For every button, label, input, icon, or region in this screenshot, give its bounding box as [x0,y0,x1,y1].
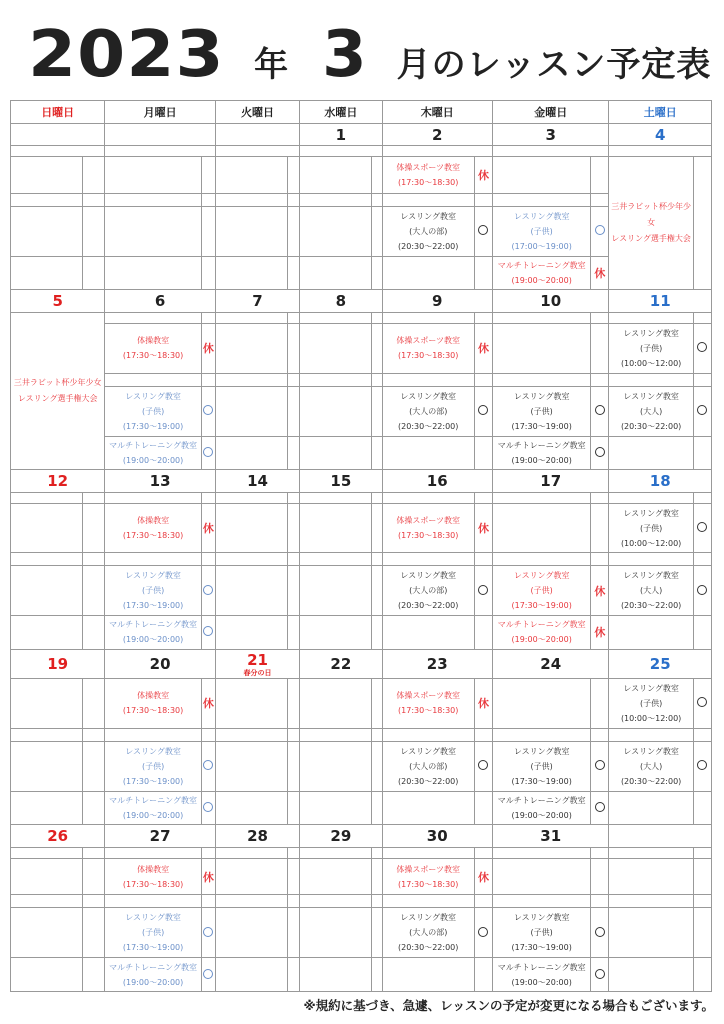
lesson-gym-sports: 体操スポーツ教室 (17:30〜18:30) [382,858,474,895]
lesson-wrestling-sat-adult: レスリング教室 (大人) (20:30〜22:00) [609,566,693,616]
open-mark [693,741,711,791]
weekday-header-row [11,101,712,124]
lesson-wrestling-kids: レスリング教室 (子供) (17:30〜19:00) [492,386,590,436]
date-cell [11,123,105,146]
date-cell [105,123,215,146]
lesson-multi-training: マルチトレーニング教室 (19:00〜20:00) [492,436,590,470]
date-cell: 2 [382,123,492,146]
event-cell: 三井ラビット杯少年少女 レスリング選手権大会 [11,313,105,470]
lesson-wrestling-adult: レスリング教室 (大人の部) (20:30〜22:00) [382,207,474,257]
week-4-dates [11,649,712,678]
lesson-wrestling-sat-adult: レスリング教室 (大人) (20:30〜22:00) [609,741,693,791]
weekday-thu: 木曜日 [382,101,492,124]
lesson-wrestling-adult: レスリング教室 (大人の部) (20:30〜22:00) [382,741,474,791]
lesson-gym-sports: 体操スポーツ教室 (17:30〜18:30) [382,157,474,194]
lesson-multi-training: マルチトレーニング教室 (19:00〜20:00) [105,436,201,470]
slot-row [11,503,712,553]
date-cell: 29 [300,825,382,848]
date-cell: 18 [609,470,712,493]
rest-mark: 休 [201,858,215,895]
spacer-row [11,194,712,207]
date-cell: 10 [492,290,608,313]
open-mark [201,566,215,616]
date-cell: 31 [492,825,608,848]
open-mark [474,741,492,791]
lesson-wrestling-sat-adult: レスリング教室 (大人) (20:30〜22:00) [609,386,693,436]
rest-mark: 休 [474,503,492,553]
open-mark [201,908,215,958]
lesson-gym: 体操教室 (17:30〜18:30) [105,323,201,373]
title-year-kanji: 年 [254,45,289,85]
open-mark [201,386,215,436]
date-cell: 15 [300,470,382,493]
rest-mark: 休 [591,256,609,290]
lesson-multi-training: マルチトレーニング教室 (19:00〜20:00) [492,791,590,825]
open-mark [591,436,609,470]
date-cell: 22 [300,649,382,678]
date-cell: 24 [492,649,608,678]
open-mark [201,436,215,470]
slot-row [11,616,712,650]
spacer-row [11,728,712,741]
open-mark [693,323,711,373]
spacer-row [11,373,712,386]
lesson-wrestling-kids: レスリング教室 (子供) (17:30〜19:00) [105,386,201,436]
date-cell: 8 [300,290,382,313]
slot-row [11,436,712,470]
open-mark [693,386,711,436]
slot-row [11,323,712,373]
spacer-row [11,146,712,157]
date-cell: 9 [382,290,492,313]
date-cell: 11 [609,290,712,313]
weekday-fri: 金曜日 [492,101,608,124]
open-mark [201,741,215,791]
open-mark [591,791,609,825]
lesson-multi-training: マルチトレーニング教室 (19:00〜20:00) [105,958,201,992]
date-cell: 7 [215,290,299,313]
date-cell [215,123,299,146]
open-mark [591,741,609,791]
rest-mark: 休 [474,323,492,373]
date-cell: 26 [11,825,105,848]
page-title [28,18,711,96]
week-5-dates [11,825,712,848]
date-cell: 3 [492,123,608,146]
slot-row [11,958,712,992]
date-cell: 25 [609,649,712,678]
rest-mark: 休 [474,858,492,895]
week-3-dates [11,470,712,493]
slot-row [11,908,712,958]
weekday-mon: 月曜日 [105,101,215,124]
open-mark [201,958,215,992]
lesson-gym-sports: 体操スポーツ教室 (17:30〜18:30) [382,323,474,373]
spacer-row [11,553,712,566]
rest-mark: 休 [591,566,609,616]
lesson-multi-training: マルチトレーニング教室 (19:00〜20:00) [492,616,590,650]
event-cell: 三井ラビット杯少年少女 レスリング選手権大会 [609,157,693,290]
week-1-dates [11,123,712,146]
lesson-gym: 体操教室 (17:30〜18:30) [105,678,201,728]
lesson-multi-training: マルチトレーニング教室 (19:00〜20:00) [492,256,590,290]
date-cell: 4 [609,123,712,146]
date-cell: 1 [300,123,382,146]
rest-mark: 休 [201,503,215,553]
lesson-wrestling-sat-kids: レスリング教室 (子供) (10:00〜12:00) [609,678,693,728]
open-mark [201,791,215,825]
lesson-wrestling-kids: レスリング教室 (子供) (17:30〜19:00) [492,566,590,616]
slot-row [11,858,712,895]
title-year: 2023 [28,18,225,92]
open-mark [474,207,492,257]
holiday-label: 春分の日 [243,668,272,677]
spacer-row [11,847,712,858]
open-mark [474,908,492,958]
lesson-multi-training: マルチトレーニング教室 (19:00〜20:00) [105,616,201,650]
spacer-row [11,313,712,324]
footer-note: ※規約に基づき、急遽、レッスンの予定が変更になる場合もございます。 [303,998,714,1013]
open-mark [474,386,492,436]
lesson-gym-sports: 体操スポーツ教室 (17:30〜18:30) [382,678,474,728]
slot-row [11,256,712,290]
spacer-row [11,895,712,908]
rest-mark: 休 [201,323,215,373]
open-mark [591,207,609,257]
date-cell: 23 [382,649,492,678]
open-mark [693,678,711,728]
date-cell-holiday: 21 春分の日 [215,649,299,678]
open-mark [591,386,609,436]
slot-row [11,386,712,436]
date-cell: 30 [382,825,492,848]
open-mark [693,503,711,553]
lesson-wrestling-kids: レスリング教室 (子供) (17:30〜19:00) [105,741,201,791]
rest-mark: 休 [591,616,609,650]
weekday-sat: 土曜日 [609,101,712,124]
lesson-wrestling-adult: レスリング教室 (大人の部) (20:30〜22:00) [382,386,474,436]
lesson-gym-sports: 体操スポーツ教室 (17:30〜18:30) [382,503,474,553]
lesson-wrestling-sat-kids: レスリング教室 (子供) (10:00〜12:00) [609,503,693,553]
lesson-wrestling-kids: レスリング教室 (子供) (17:30〜19:00) [492,741,590,791]
open-mark [201,616,215,650]
slot-row [11,566,712,616]
rest-mark: 休 [474,678,492,728]
slot-row [11,741,712,791]
lesson-wrestling-adult: レスリング教室 (大人の部) (20:30〜22:00) [382,566,474,616]
date-cell: 19 [11,649,105,678]
date-cell: 13 [105,470,215,493]
date-cell: 20 [105,649,215,678]
rest-mark: 休 [201,678,215,728]
lesson-gym: 体操教室 (17:30〜18:30) [105,503,201,553]
title-text: 月のレッスン予定表 [396,45,712,85]
date-cell: 14 [215,470,299,493]
slot-row [11,157,712,194]
lesson-wrestling-kids: レスリング教室 (子供) (17:30〜19:00) [105,908,201,958]
date-cell: 17 [492,470,608,493]
rest-mark: 休 [474,157,492,194]
open-mark [474,566,492,616]
lesson-multi-training: マルチトレーニング教室 (19:00〜20:00) [105,791,201,825]
lesson-wrestling-kids: レスリング教室 (子供) (17:30〜19:00) [105,566,201,616]
date-cell: 16 [382,470,492,493]
lesson-wrestling-kids: レスリング教室 (子供) (17:30〜19:00) [492,908,590,958]
slot-row [11,678,712,728]
lesson-multi-training: マルチトレーニング教室 (19:00〜20:00) [492,958,590,992]
open-mark [591,958,609,992]
date-cell: 12 [11,470,105,493]
weekday-wed: 水曜日 [300,101,382,124]
date-cell: 27 [105,825,215,848]
date-cell: 6 [105,290,215,313]
title-month: 3 [322,18,367,92]
date-cell: 5 [11,290,105,313]
slot-row [11,207,712,257]
weekday-tue: 火曜日 [215,101,299,124]
date-cell [609,825,712,848]
lesson-gym: 体操教室 (17:30〜18:30) [105,858,201,895]
date-cell: 28 [215,825,299,848]
weekday-sun: 日曜日 [11,101,105,124]
spacer-row [11,492,712,503]
lesson-wrestling-sat-kids: レスリング教室 (子供) (10:00〜12:00) [609,323,693,373]
open-mark [591,908,609,958]
open-mark [693,566,711,616]
lesson-calendar [10,100,712,992]
lesson-wrestling-adult: レスリング教室 (大人の部) (20:30〜22:00) [382,908,474,958]
slot-row [11,791,712,825]
week-2-dates [11,290,712,313]
lesson-wrestling-kids: レスリング教室 (子供) (17:00〜19:00) [492,207,590,257]
